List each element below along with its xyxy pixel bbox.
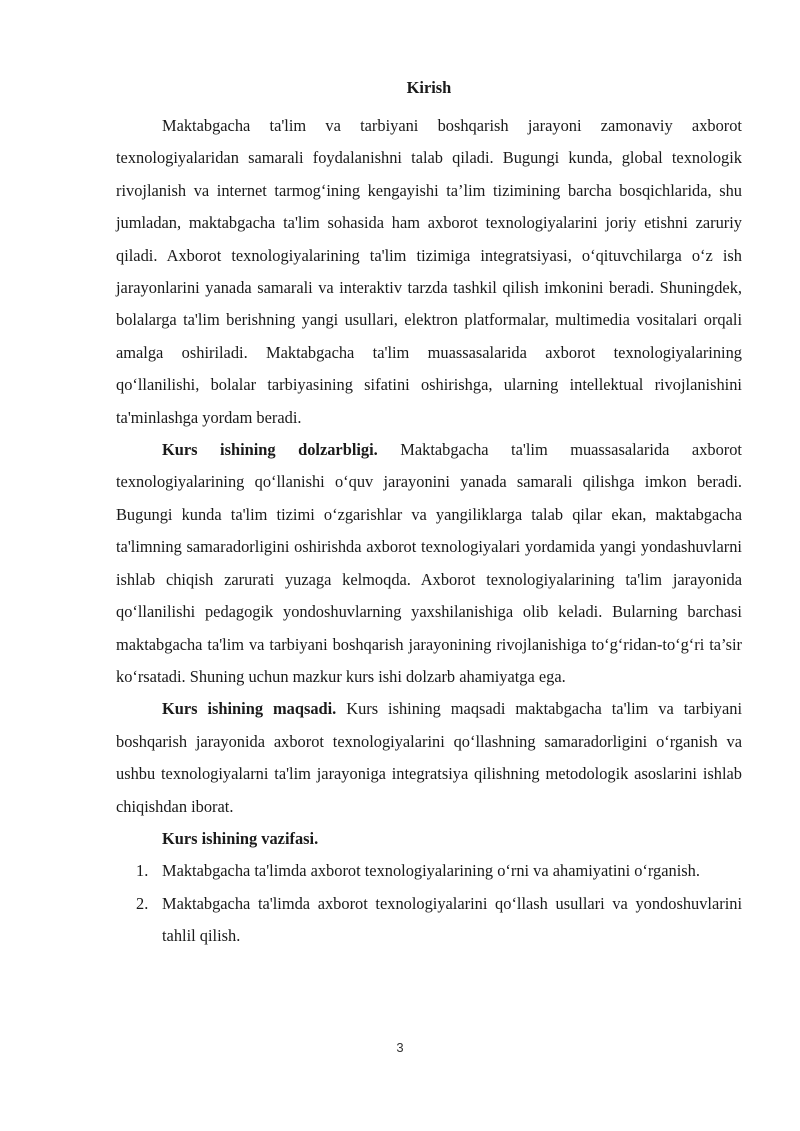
- intro-paragraph: Maktabgacha ta'lim va tarbiyani boshqarish jarayoni zamonaviy axborot texnologiyalaridan samarali foydalanishni talab qiladi. Bugungi kunda, global texnologik rivojlanish va internet tarmog‘ining kengayishi ta’lim tizimining barcha bosqichlarida, shu jumladan, maktabgacha ta'lim sohasida ham axborot texnologiyalarini joriy etishni zaruriy qiladi. Axborot texnologiyalarining ta'lim tizimiga integratsiyasi, o‘qituvchilarga o‘z ish jarayonlarini yanada samarali va interaktiv tarzda tashkil qilish imkonini beradi. Shuningdek, bolalarga ta'lim berishning yangi usullari, elektron platformalar, multimedia vositalari orqali amalga oshiriladi. Maktabgacha ta'lim muassasalarida axborot texnologiyalarining qo‘llanilishi, bolalar tarbiyasining sifatini oshirishga, ularning intellektual rivojlanishini ta'minlashga yordam beradi.: [116, 116, 742, 427]
- list-item-number: 2.: [136, 893, 149, 913]
- relevance-text: Maktabgacha ta'lim muassasalarida axborot texnologiyalarining qo‘llanishi o‘quv jarayonini yanada samarali qilishga imkon beradi. Bugungi kunda ta'lim tizimi o‘zgarishlar va yangiliklarga talab qilar ekan, maktabgacha ta'limning samaradorligini oshirishda axborot texnologiyalari yordamida yangi yondashuvlarni ishlab chiqish zarurati yuzaga kelmoqda. Axborot texnologiyalarining ta'lim jarayonida qo‘llanilishi pedagogik yondoshuvlarning yaxshilanishiga olib keladi. Bularning barchasi maktabgacha ta'lim va tarbiyani boshqarish jarayonining rivojlanishiga to‘g‘ridan-to‘g‘ri ta’sir ko‘rsatadi. Shuning uchun mazkur kurs ishi dolzarb ahamiyatga ega.: [116, 440, 742, 686]
- tasks-list: [116, 855, 742, 952]
- relevance-heading: Kurs ishining dolzarbligi.: [162, 440, 378, 460]
- goal-paragraph: [116, 693, 742, 823]
- list-item-text: Maktabgacha ta'limda axborot texnologiyalarining o‘rni va ahamiyatini o‘rganish.: [162, 861, 700, 881]
- page-content: [116, 72, 742, 953]
- page-number: 3: [396, 1040, 404, 1055]
- relevance-paragraph: [116, 434, 742, 693]
- goal-text: Kurs ishining maqsadi maktabgacha ta'lim va tarbiyani boshqarish jarayonida axborot texnologiyalarini qo‘llashning samaradorligini o‘rganish va ushbu texnologiyalarni ta'lim jarayoniga integratsiya qilishning metodologik asoslarini ishlab chiqishdan iborat.: [116, 699, 742, 816]
- section-title: Kirish: [406, 78, 452, 97]
- tasks-heading: Kurs ishining vazifasi.: [162, 828, 319, 848]
- list-item: [116, 888, 742, 953]
- list-item: [116, 855, 742, 887]
- list-item-text: Maktabgacha ta'limda axborot texnologiyalarini qo‘llash usullari va yondoshuvlarini tahlil qilish.: [162, 893, 742, 946]
- goal-heading: Kurs ishining maqsadi.: [162, 699, 337, 719]
- list-item-number: 1.: [136, 861, 149, 881]
